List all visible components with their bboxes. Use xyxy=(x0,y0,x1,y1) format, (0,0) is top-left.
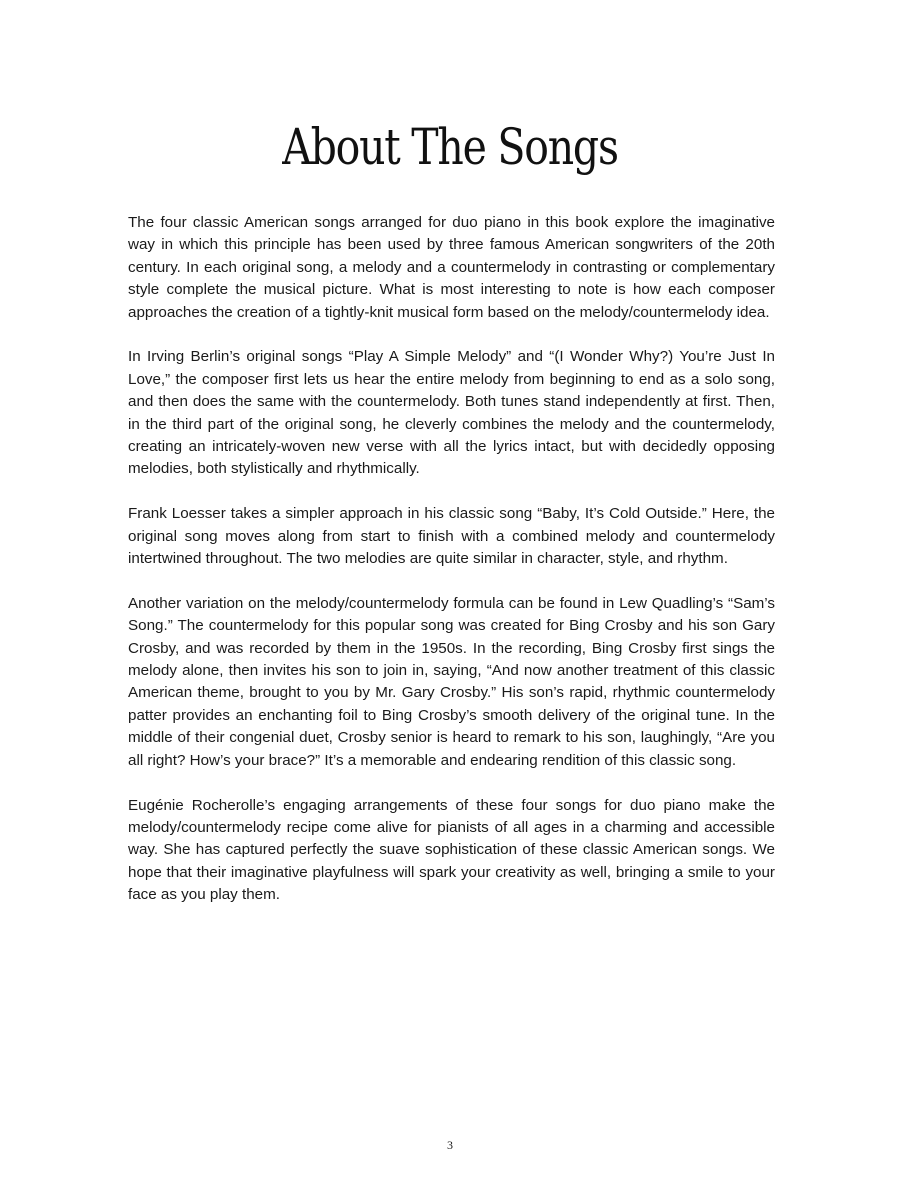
paragraph-5: Eugénie Rocherolle’s engaging arrangements of these four songs for duo piano make the melody/countermelody recipe come alive for pianists of all ages in a charming and accessible way. She has captured perfectly the suave sophistication of these classic American songs. We hope that their imaginative playfulness will spark your creativity as well, bringing a smile to your face as you play them. xyxy=(128,796,775,904)
paragraph-1: The four classic American songs arranged for duo piano in this book explore the imaginative way in which this principle has been used by three famous American songwriters of the 20th century. In each original song, a melody and a countermelody in contrasting or complementary style complete the musical picture. What is most interesting to note is how each composer approaches the creation of a tightly-knit musical form based on the melody/countermelody idea. xyxy=(128,214,775,321)
body-text xyxy=(128,212,775,929)
paragraph-3: Frank Loesser takes a simpler approach in his classic song “Baby, It’s Cold Outside.” Here, the original song moves along from start to finish with a combined melody and countermelody intertwined throughout. The two melodies are quite similar in character, style, and rhythm. xyxy=(128,505,775,568)
paragraph-2: In Irving Berlin’s original songs “Play A Simple Melody” and “(I Wonder Why?) You’re Just In Love,” the composer first lets us hear the entire melody from beginning to end as a solo song, and then does the same with the countermelody. Both tunes stand independently at first. Then, in the third part of the original song, he cleverly combines the melody and the countermelody, creating an intricately-woven new verse with all the lyrics intact, but with decidedly opposing melodies, both stylistically and rhythmically. xyxy=(128,348,775,478)
paragraph-4: Another variation on the melody/countermelody formula can be found in Lew Quadling’s “Sam’s Song.” The countermelody for this popular song was created for Bing Crosby and his son Gary Crosby, and was recorded by them in the 1950s. In the recording, Bing Crosby first sings the melody alone, then invites his son to join in, saying, “And now another treatment of this classic American theme, brought to you by Mr. Gary Crosby.” His son’s rapid, rhythmic countermelody patter provides an enchanting foil to Bing Crosby’s smooth delivery of the original tune. In the middle of their congenial duet, Crosby senior is heard to remark to his son, laughingly, “Are you all right? How’s your brace?” It’s a memorable and endearing rendition of this classic song. xyxy=(128,594,775,769)
page-title: About The Songs xyxy=(282,118,618,176)
page-number: 3 xyxy=(447,1138,453,1152)
